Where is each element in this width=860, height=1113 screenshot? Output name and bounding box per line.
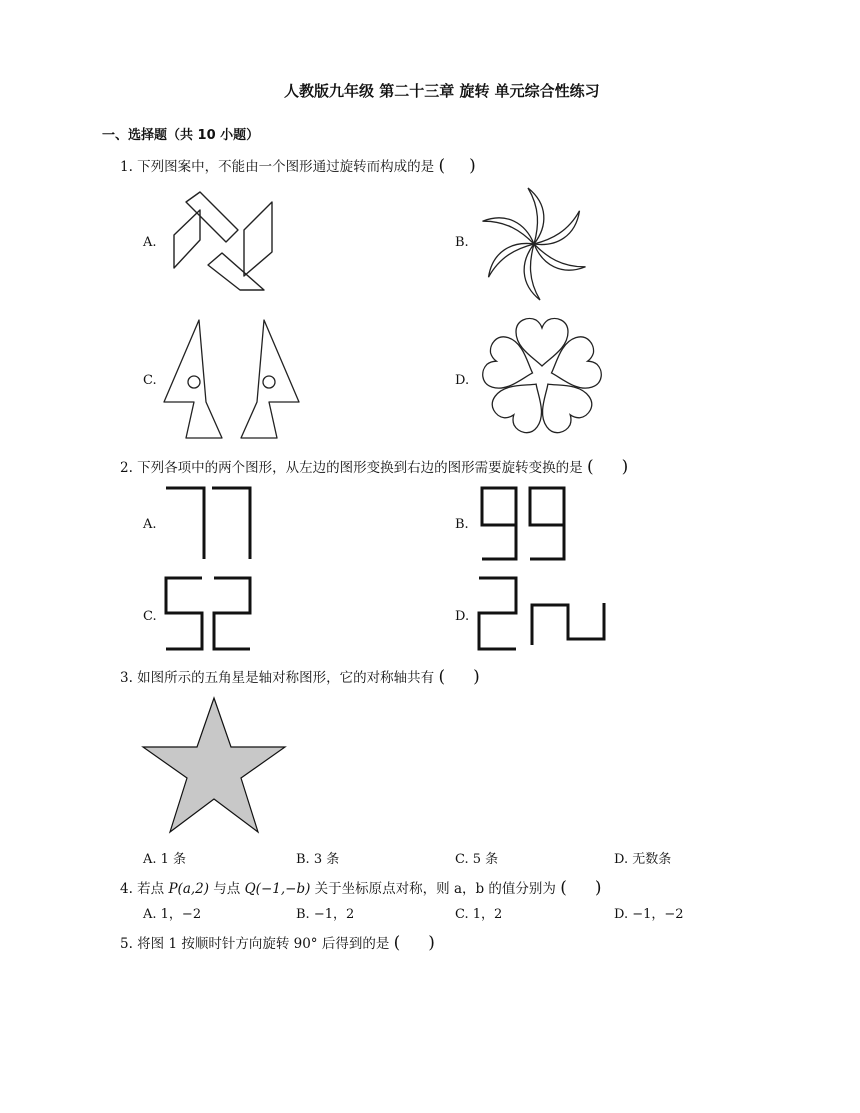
answer-paren-close: ) — [428, 933, 435, 953]
question-2-stem — [120, 456, 628, 477]
answer-paren-open: ( — [438, 156, 446, 176]
q2-option-b-label: B. — [455, 517, 469, 532]
q1-option-d-heart-flower-figure — [474, 314, 610, 442]
q4-option-c[interactable]: C. 1，2 — [455, 907, 503, 922]
q3-option-a[interactable]: A. 1 条 — [143, 852, 187, 867]
question-3-stem — [120, 666, 480, 687]
point-q: Q(−1,−b) — [244, 881, 311, 897]
question-4-text-mid: 与点 — [209, 881, 245, 897]
answer-paren-open: ( — [560, 878, 567, 898]
answer-paren-open: ( — [393, 933, 401, 953]
q1-option-a-label: A. — [143, 235, 157, 250]
q2-option-c-label: C. — [143, 609, 157, 624]
q4-option-a[interactable]: A. 1，−2 — [143, 907, 202, 922]
question-4-stem — [120, 877, 602, 898]
section-heading: 一、选择题（共 10 小题） — [102, 128, 260, 143]
q2-option-b-double-nine-figure — [478, 485, 570, 563]
q3-option-c[interactable]: C. 5 条 — [455, 852, 499, 867]
question-3-text: 3. 如图所示的五角星是轴对称图形，它的对称轴共有 — [120, 670, 435, 686]
answer-paren-close: ) — [473, 667, 480, 687]
question-5-stem — [120, 932, 435, 953]
answer-paren-open: ( — [438, 667, 446, 687]
q3-option-d[interactable]: D. 无数条 — [614, 852, 672, 867]
question-4-text-post: 关于坐标原点对称，则 a，b 的值分别为 — [310, 881, 556, 897]
answer-paren-close: ) — [621, 457, 629, 477]
question-1-stem — [120, 155, 476, 176]
page-title: 人教版九年级 第二十三章 旋转 单元综合性练习 — [284, 82, 600, 100]
q1-option-c-label: C. — [143, 373, 157, 388]
q3-five-pointed-star — [140, 694, 288, 836]
question-1-text: 1. 下列图案中，不能由一个图形通过旋转而构成的是 — [120, 159, 435, 175]
answer-paren-close: ) — [594, 878, 602, 898]
q2-option-d-label: D. — [455, 609, 470, 624]
q2-option-a-label: A. — [143, 517, 157, 532]
q4-option-b[interactable]: B. −1，2 — [296, 907, 355, 922]
q2-option-a-double-seven-figure — [164, 485, 254, 561]
q2-option-d-two-and-square-wave-figure — [476, 575, 610, 653]
q1-option-b-crescent-swirl-figure — [474, 186, 594, 302]
answer-paren-close: ) — [469, 156, 476, 176]
question-4-text-pre: 4. 若点 — [120, 881, 169, 897]
q1-option-d-label: D. — [455, 373, 470, 388]
q1-option-b-label: B. — [455, 235, 469, 250]
question-2-text: 2. 下列各项中的两个图形，从左边的图形变换到右边的图形需要旋转变换的是 — [120, 460, 583, 476]
question-5-text: 5. 将图 1 按顺时针方向旋转 90° 后得到的是 — [120, 936, 390, 952]
answer-paren-open: ( — [586, 457, 594, 477]
q1-option-c-arrow-pair-figure — [162, 318, 302, 440]
point-p: P(a,2) — [168, 881, 210, 897]
q4-option-d[interactable]: D. −1，−2 — [614, 907, 684, 922]
q2-option-c-five-two-figure — [164, 575, 254, 653]
q3-option-b[interactable]: B. 3 条 — [296, 852, 340, 867]
q1-option-a-pinwheel-figure — [168, 190, 278, 295]
